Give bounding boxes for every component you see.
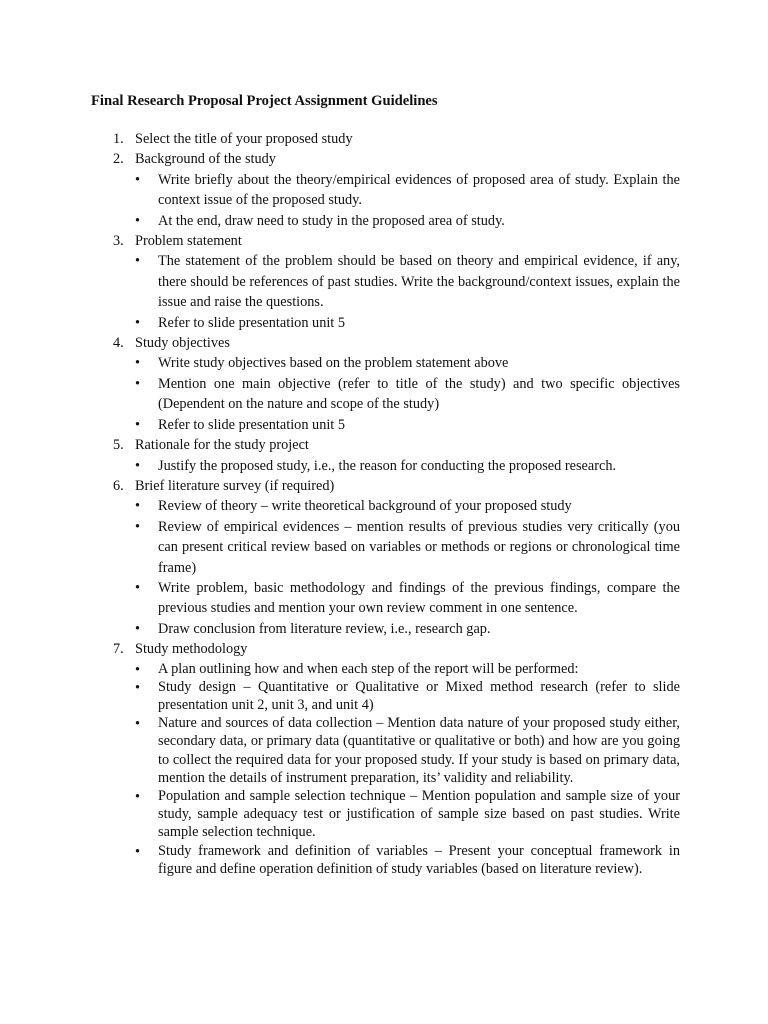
bullet-icon: • [135, 355, 141, 372]
bullet-icon: • [135, 171, 141, 188]
bullet-item [135, 211, 680, 231]
bullet-item [135, 678, 680, 714]
bullet-icon: • [135, 518, 141, 535]
bullet-text: Write study objectives based on the problem statement above [158, 355, 509, 372]
list-item [91, 435, 680, 476]
bullet-text: Review of empirical evidences – mention results of previous studies very critically (you can present critical review based on variables or methods or regions or chronological time frame) [158, 518, 680, 576]
bullet-list [135, 456, 680, 476]
list-item [91, 476, 680, 639]
document-title: Final Research Proposal Project Assignment Guidelines [91, 93, 438, 109]
item-number: 1. [113, 131, 124, 147]
item-number: 7. [113, 641, 124, 658]
bullet-icon: • [135, 843, 141, 860]
bullet-list [135, 170, 680, 231]
bullet-list [135, 496, 680, 639]
bullet-icon: • [135, 661, 141, 678]
section-title: Study methodology [135, 641, 248, 658]
bullet-item [135, 251, 680, 312]
bullet-text: Study design – Quantitative or Qualitative or Mixed method research (refer to slide presentation unit 2, unit 3, and unit 4) [158, 678, 680, 713]
bullet-item [135, 415, 680, 435]
bullet-icon: • [135, 416, 141, 433]
bullet-icon: • [135, 212, 141, 229]
bullet-item [135, 170, 680, 211]
section-title: Problem statement [135, 233, 242, 250]
bullet-icon: • [135, 620, 141, 637]
bullet-item [135, 517, 680, 578]
section-title: Select the title of your proposed study [135, 131, 353, 147]
bullet-list [135, 353, 680, 435]
bullet-item [135, 456, 680, 476]
bullet-item [135, 842, 680, 878]
bullet-item [135, 353, 680, 373]
list-item [91, 639, 680, 878]
bullet-item [135, 714, 680, 787]
bullet-text: Nature and sources of data collection – Mention data nature of your proposed study either, secondary data, or primary data (quantitative or qualitative or both) and how are you going to collect the required data for your proposed study. If your study is based on primary data, mention the details of instrument preparation, its’ validity and reliability. [158, 715, 680, 786]
item-number: 2. [113, 151, 124, 168]
item-number: 4. [113, 335, 124, 352]
bullet-text: Draw conclusion from literature review, i.e., research gap. [158, 620, 491, 637]
bullet-text: Study framework and definition of variables – Present your conceptual framework in figure and define operation definition of study variables (based on literature review). [158, 842, 680, 877]
bullet-list [135, 660, 680, 878]
bullet-text: Write briefly about the theory/empirical evidences of proposed area of study. Explain the context issue of the proposed study. [158, 171, 680, 209]
item-number: 6. [113, 477, 124, 494]
bullet-text: Justify the proposed study, i.e., the reason for conducting the proposed research. [158, 457, 617, 474]
bullet-item [135, 660, 680, 678]
bullet-item [135, 496, 680, 516]
bullet-text: A plan outlining how and when each step of the report will be performed: [158, 660, 579, 677]
guidelines-list [91, 129, 680, 878]
bullet-text: Refer to slide presentation unit 5 [158, 416, 346, 433]
bullet-icon: • [135, 314, 141, 331]
bullet-icon: • [135, 579, 141, 596]
list-item [91, 129, 680, 149]
bullet-item [135, 578, 680, 619]
bullet-item [135, 374, 680, 415]
bullet-text: Refer to slide presentation unit 5 [158, 314, 346, 331]
list-item [91, 333, 680, 435]
bullet-list [135, 251, 680, 333]
bullet-item [135, 313, 680, 333]
bullet-text: The statement of the problem should be based on theory and empirical evidence, if any, there should be references of past studies. Write the background/context issues, explain the issue and raise the questions. [158, 253, 680, 311]
list-item [91, 149, 680, 231]
section-title: Rationale for the study project [135, 437, 309, 454]
bullet-icon: • [135, 679, 141, 696]
bullet-icon: • [135, 716, 141, 733]
bullet-icon: • [135, 498, 141, 515]
item-number: 5. [113, 437, 124, 454]
bullet-text: Write problem, basic methodology and findings of the previous findings, compare the previous studies and mention your own review comment in one sentence. [158, 579, 680, 617]
bullet-item [135, 619, 680, 639]
item-number: 3. [113, 233, 124, 250]
section-title: Study objectives [135, 335, 230, 352]
bullet-text: Review of theory – write theoretical background of your proposed study [158, 498, 572, 515]
section-title: Brief literature survey (if required) [135, 477, 335, 494]
bullet-text: At the end, draw need to study in the proposed area of study. [158, 212, 505, 229]
bullet-icon: • [135, 253, 141, 270]
list-item [91, 231, 680, 333]
bullet-icon: • [135, 788, 141, 805]
bullet-item [135, 787, 680, 842]
bullet-icon: • [135, 457, 141, 474]
bullet-text: Population and sample selection technique – Mention population and sample size of your study, sample adequacy test or justification of sample size based on past studies. Write sample selection technique. [158, 787, 680, 841]
bullet-text: Mention one main objective (refer to title of the study) and two specific objectives (Dependent on the nature and scope of the study) [158, 375, 680, 413]
section-title: Background of the study [135, 151, 276, 168]
bullet-icon: • [135, 375, 141, 392]
